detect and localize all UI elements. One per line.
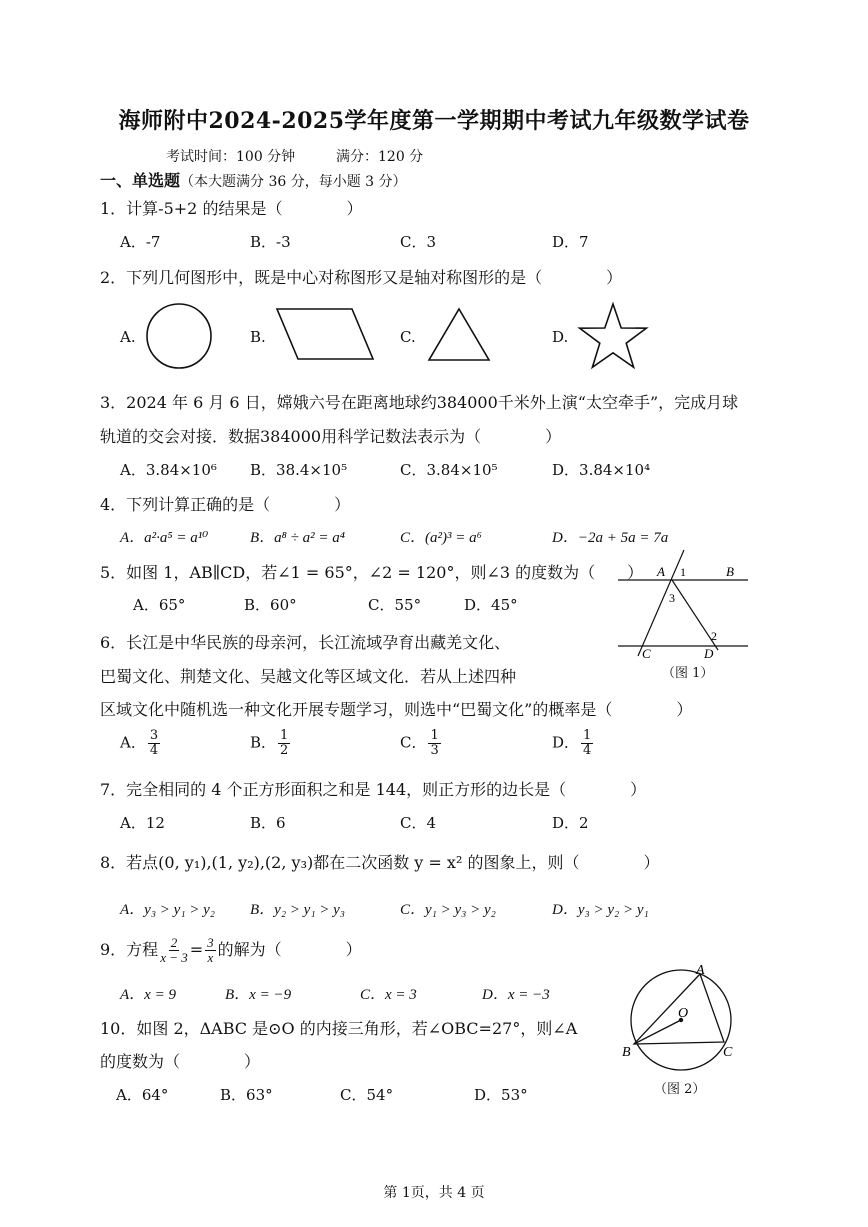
q2-option-c: C. bbox=[400, 328, 416, 346]
q3-stem-line1: 3．2024 年 6 月 6 日，嫦娥六号在距离地球约384000千米外上演“太空牵手”，完成月球 bbox=[100, 393, 739, 412]
star-shape bbox=[576, 301, 650, 371]
q1-option-d: D．7 bbox=[552, 233, 589, 251]
q3-option-b: B．38.4×10⁵ bbox=[250, 461, 348, 479]
fig2-label-b: B bbox=[622, 1045, 631, 1060]
q3-option-c: C．3.84×10⁵ bbox=[400, 461, 498, 479]
q9-frac2-denominator: x bbox=[207, 950, 214, 965]
q7-option-c: C．4 bbox=[400, 814, 437, 832]
q9-suffix: 的解为（ ） bbox=[217, 940, 362, 959]
triangle-shape bbox=[425, 306, 493, 364]
q10-option-d: D．53° bbox=[474, 1086, 528, 1104]
q8-option-a: A．y₃ > y₁ > y₂ bbox=[120, 902, 216, 918]
q6-option-a bbox=[120, 729, 162, 758]
q7-option-b: B．6 bbox=[250, 814, 286, 832]
parallelogram-shape bbox=[272, 305, 378, 363]
q3-option-a: A．3.84×10⁶ bbox=[120, 461, 217, 479]
q9-frac1-numerator: 2 bbox=[170, 935, 178, 950]
fig1-label-d: D bbox=[704, 646, 714, 658]
figure-2-diagram bbox=[620, 960, 750, 1072]
q6-b-numerator: 1 bbox=[280, 728, 289, 743]
fig1-label-a: A bbox=[657, 564, 665, 579]
q9-option-b: B．x = −9 bbox=[225, 987, 292, 1003]
q10-line2: 的度数为（ ） bbox=[100, 1052, 261, 1071]
q2-option-d: D. bbox=[552, 328, 569, 346]
q8-stem: 8．若点(0, y₁),(1, y₂),(2, y₃)都在二次函数 y = x² 的图象上，则（ ） bbox=[100, 853, 660, 872]
q3-stem-line2: 轨道的交会对接．数据384000用科学记数法表示为（ ） bbox=[100, 427, 562, 446]
exam-title: 海师附中2024-2025学年度第一学期期中考试九年级数学试卷 bbox=[118, 108, 750, 134]
q4-option-d: D．−2a + 5a = 7a bbox=[552, 530, 669, 546]
q6-line3: 区域文化中随机选一种文化开展专题学习，则选中“巴蜀文化”的概率是（ ） bbox=[100, 700, 693, 719]
q5-stem: 5．如图 1，AB∥CD，若∠1 = 65°，∠2 = 120°，则∠3 的度数为（ ） bbox=[100, 563, 644, 582]
q8-option-c: C．y₁ > y₃ > y₂ bbox=[400, 902, 496, 918]
q1-option-a: A．-7 bbox=[120, 233, 161, 251]
fig2-label-c: C bbox=[723, 1045, 733, 1060]
circle-shape bbox=[145, 302, 215, 372]
q4-option-b: B．a⁸ ÷ a² = a⁴ bbox=[250, 530, 345, 546]
q9-prefix: 9．方程 bbox=[100, 940, 159, 959]
fig1-label-3: 3 bbox=[669, 591, 675, 605]
figure-2 bbox=[620, 960, 750, 1100]
q3-option-d: D．3.84×10⁴ bbox=[552, 461, 651, 479]
q2-option-a: A. bbox=[120, 328, 136, 346]
q6-d-label: D． bbox=[552, 733, 580, 752]
q6-d-numerator: 1 bbox=[583, 728, 592, 743]
q10-option-c: C．54° bbox=[340, 1086, 394, 1104]
q9-option-a: A．x = 9 bbox=[120, 987, 176, 1003]
section-header bbox=[100, 168, 407, 191]
fig2-label-a: A bbox=[696, 963, 705, 978]
q9-frac1-denominator: x − 3 bbox=[160, 950, 188, 965]
section-note: （本大题满分 36 分，每小题 3 分） bbox=[180, 174, 407, 190]
q6-option-c bbox=[400, 729, 443, 758]
q7-option-a: A．12 bbox=[120, 814, 165, 832]
exam-time: 考试时间：100 分钟 bbox=[166, 149, 296, 165]
q6-option-b bbox=[250, 729, 292, 758]
q2-option-b: B. bbox=[250, 328, 266, 346]
q5-option-d: D．45° bbox=[464, 596, 518, 614]
fig1-label-c: C bbox=[642, 646, 651, 658]
q8-option-b: B．y₂ > y₁ > y₃ bbox=[250, 902, 346, 918]
q1-stem: 1．计算-5+2 的结果是（ ） bbox=[100, 199, 363, 218]
q6-line1: 6．长江是中华民族的母亲河，长江流域孕育出藏羌文化、 bbox=[100, 633, 511, 652]
q4-option-a: A．a²·a⁵ = a¹⁰ bbox=[120, 530, 209, 546]
fig1-label-b: B bbox=[726, 564, 734, 579]
q10-option-b: B．63° bbox=[220, 1086, 273, 1104]
q6-c-label: C． bbox=[400, 733, 427, 752]
q1-option-c: C．3 bbox=[400, 233, 437, 251]
section-heading: 一、单选题 bbox=[100, 171, 181, 190]
fig2-label-o: O bbox=[678, 1006, 689, 1021]
figure-1-caption: （图 1） bbox=[662, 666, 714, 681]
q6-b-denominator: 2 bbox=[280, 743, 289, 758]
q9-option-d: D．x = −3 bbox=[482, 987, 550, 1003]
q4-stem: 4．下列计算正确的是（ ） bbox=[100, 495, 351, 514]
q7-stem: 7．完全相同的 4 个正方形面积之和是 144，则正方形的边长是（ ） bbox=[100, 780, 647, 799]
fig1-label-2: 2 bbox=[711, 629, 717, 643]
q10-line1: 10．如图 2，ΔABC 是⊙O 的内接三角形，若∠OBC=27°，则∠A bbox=[100, 1019, 578, 1038]
figure-2-caption: （图 2） bbox=[654, 1082, 706, 1097]
q5-option-b: B．60° bbox=[244, 596, 297, 614]
figure-1 bbox=[612, 548, 752, 684]
q5-option-a: A．65° bbox=[133, 596, 186, 614]
fig1-label-1: 1 bbox=[680, 565, 686, 579]
q6-a-numerator: 3 bbox=[149, 728, 159, 743]
q9-stem bbox=[100, 936, 362, 965]
q9-option-c: C．x = 3 bbox=[360, 987, 417, 1003]
q10-option-a: A．64° bbox=[116, 1086, 169, 1104]
q9-frac2-numerator: 3 bbox=[207, 935, 214, 950]
q6-line2: 巴蜀文化、荆楚文化、吴越文化等区域文化．若从上述四种 bbox=[100, 667, 517, 686]
q1-option-b: B．-3 bbox=[250, 233, 291, 251]
q2-stem: 2．下列几何图形中，既是中心对称图形又是轴对称图形的是（ ） bbox=[100, 268, 623, 287]
q6-a-denominator: 4 bbox=[149, 743, 159, 758]
q6-d-denominator: 4 bbox=[583, 743, 592, 758]
q6-c-numerator: 1 bbox=[430, 728, 439, 743]
q6-a-label: A． bbox=[120, 733, 146, 752]
q8-option-d: D．y₃ > y₂ > y₁ bbox=[552, 902, 649, 918]
page-footer: 第 1页，共 4 页 bbox=[383, 1185, 485, 1201]
q5-option-c: C．55° bbox=[368, 596, 422, 614]
q6-c-denominator: 3 bbox=[430, 743, 439, 758]
q7-option-d: D．2 bbox=[552, 814, 589, 832]
q6-b-label: B． bbox=[250, 733, 277, 752]
figure-1-diagram bbox=[612, 548, 752, 658]
q6-option-d bbox=[552, 729, 595, 758]
q9-equals: = bbox=[189, 940, 204, 959]
exam-score: 满分：120 分 bbox=[336, 149, 424, 165]
q4-option-c: C．(a²)³ = a⁶ bbox=[400, 530, 482, 546]
